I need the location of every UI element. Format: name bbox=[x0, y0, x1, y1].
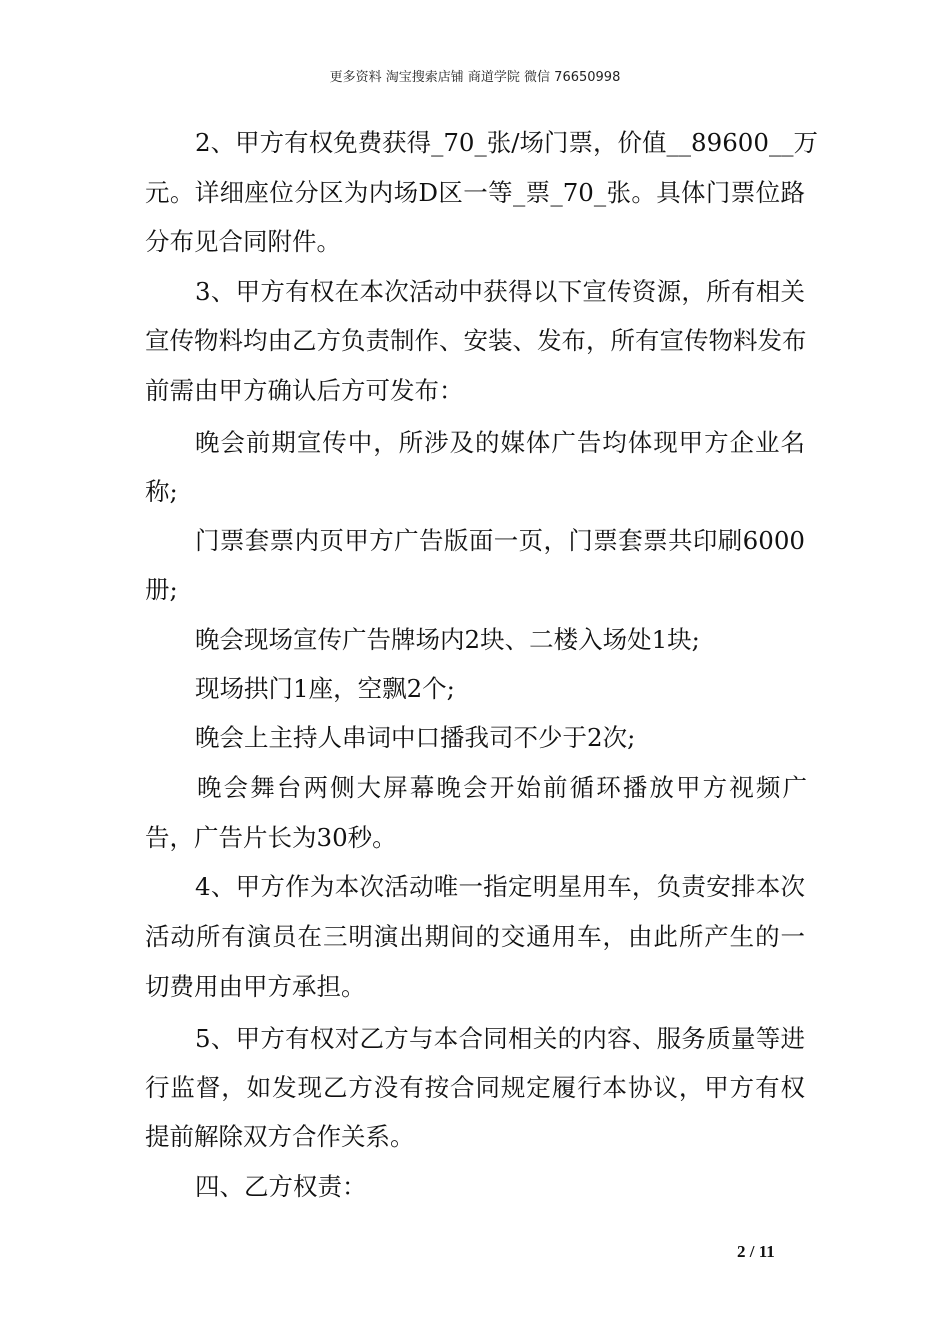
paragraph-line: 行监督，如发现乙方没有按合同规定履行本协议，甲方有权 bbox=[145, 1073, 805, 1102]
paragraph-line: 现场拱门1座，空飘2个; bbox=[195, 674, 455, 703]
paragraph-line: 切费用由甲方承担。 bbox=[145, 972, 366, 1001]
paragraph-line: 门票套票内页甲方广告版面一页，门票套票共印刷6000 bbox=[195, 526, 805, 555]
paragraph-line: 宣传物料均由乙方负责制作、安装、发布，所有宣传物料发布 bbox=[145, 326, 807, 355]
paragraph-line: 4、甲方作为本次活动唯一指定明星用车，负责安排本次 bbox=[195, 872, 805, 901]
paragraph-line: 四、乙方权责： bbox=[195, 1172, 367, 1201]
paragraph-line: 晚会现场宣传广告牌场内2块、二楼入场处1块; bbox=[195, 625, 700, 654]
page-separator: / bbox=[745, 1242, 759, 1261]
paragraph-line: 5、甲方有权对乙方与本合同相关的内容、服务质量等进 bbox=[195, 1024, 805, 1053]
paragraph-line: 元。详细座位分区为内场D区一等_票_70_张。具体门票位路 bbox=[145, 178, 805, 207]
paragraph-line: 告，广告片长为30秒。 bbox=[145, 823, 397, 852]
paragraph-line: 晚会舞台两侧大屏幕晚会开始前循环播放甲方视频广 bbox=[197, 773, 807, 802]
paragraph-line: 前需由甲方确认后方可发布： bbox=[145, 376, 464, 405]
paragraph-line: 册; bbox=[145, 575, 178, 604]
paragraph-line: 2、甲方有权免费获得_70_张/场门票，价值__89600__万 bbox=[195, 128, 818, 157]
page-number bbox=[737, 1242, 775, 1262]
paragraph-line: 分布见合同附件。 bbox=[145, 227, 341, 256]
total-pages: 11 bbox=[758, 1242, 775, 1261]
paragraph-line: 活动所有演员在三明演出期间的交通用车，由此所产生的一 bbox=[145, 922, 805, 951]
page-header-watermark: 更多资料 淘宝搜索店铺 商道学院 微信 76650998 bbox=[329, 70, 621, 85]
paragraph-line: 晚会前期宣传中，所涉及的媒体广告均体现甲方企业名 bbox=[195, 428, 805, 457]
paragraph-line: 称; bbox=[145, 477, 178, 506]
current-page: 2 bbox=[737, 1242, 746, 1261]
paragraph-line: 晚会上主持人串词中口播我司不少于2次; bbox=[195, 723, 636, 752]
paragraph-line: 3、甲方有权在本次活动中获得以下宣传资源，所有相关 bbox=[195, 277, 805, 306]
paragraph-line: 提前解除双方合作关系。 bbox=[145, 1122, 415, 1151]
